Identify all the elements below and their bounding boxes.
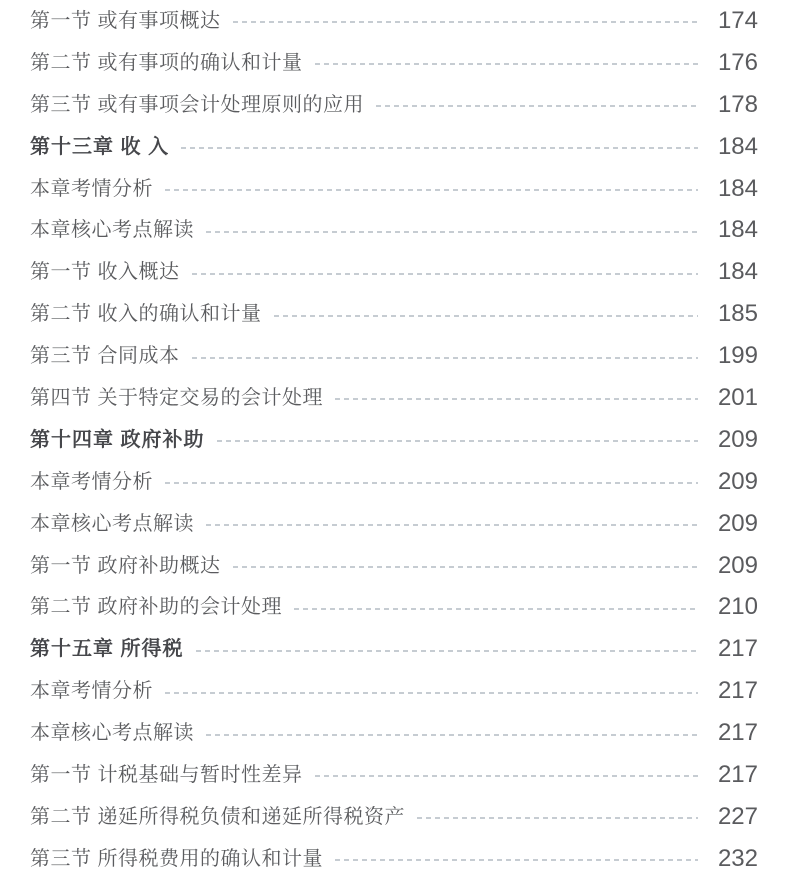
dotted-leader bbox=[206, 734, 698, 736]
toc-entry-label: 本章核心考点解读 bbox=[30, 722, 194, 745]
toc-entry-label: 第十五章 所得税 bbox=[30, 638, 184, 661]
toc-entry-page-number: 199 bbox=[717, 342, 758, 370]
toc-entry-page-number: 209 bbox=[717, 509, 758, 537]
toc-entry bbox=[30, 0, 758, 42]
dotted-leader bbox=[335, 398, 698, 400]
toc-entry-page-number: 184 bbox=[717, 258, 758, 286]
toc-entry-label: 第二节 政府补助的会计处理 bbox=[30, 596, 283, 619]
toc-entry-page-number: 184 bbox=[717, 174, 758, 202]
toc-entry-label: 本章核心考点解读 bbox=[30, 512, 194, 535]
toc-entry-chapter bbox=[30, 126, 758, 168]
dotted-leader bbox=[376, 105, 698, 107]
toc-entry bbox=[30, 168, 758, 210]
toc-entry-label: 第十四章 政府补助 bbox=[30, 428, 205, 451]
toc-entry-page-number: 209 bbox=[717, 425, 758, 453]
toc-entry-label: 本章核心考点解读 bbox=[30, 219, 194, 242]
toc-entry-chapter bbox=[30, 628, 758, 670]
toc-entry-label: 本章考情分析 bbox=[30, 177, 153, 200]
dotted-leader bbox=[181, 147, 698, 149]
toc-entry-label: 第二节 递延所得税负债和递延所得税资产 bbox=[30, 805, 406, 828]
dotted-leader bbox=[315, 775, 698, 777]
dotted-leader bbox=[206, 524, 698, 526]
toc-entry bbox=[30, 377, 758, 419]
dotted-leader bbox=[192, 273, 698, 275]
toc-entry-page-number: 217 bbox=[717, 635, 758, 663]
toc-entry-page-number: 217 bbox=[717, 677, 758, 705]
toc-entry bbox=[30, 503, 758, 545]
toc-entry bbox=[30, 838, 758, 880]
toc-entry bbox=[30, 796, 758, 838]
dotted-leader bbox=[165, 692, 698, 694]
toc-entry-label: 第三节 所得税费用的确认和计量 bbox=[30, 847, 324, 870]
toc-entry-page-number: 185 bbox=[717, 300, 758, 328]
toc-entry bbox=[30, 84, 758, 126]
toc-entry-label: 第三节 或有事项会计处理原则的应用 bbox=[30, 93, 365, 116]
toc-entry-label: 第一节 政府补助概达 bbox=[30, 554, 221, 577]
toc-entry-label: 第一节 或有事项概达 bbox=[30, 9, 221, 32]
toc-entry-label: 第二节 收入的确认和计量 bbox=[30, 303, 262, 326]
dotted-leader bbox=[335, 859, 698, 861]
toc-entry bbox=[30, 293, 758, 335]
toc-entry bbox=[30, 670, 758, 712]
toc-entry bbox=[30, 545, 758, 587]
toc-entry-page-number: 232 bbox=[717, 844, 758, 872]
toc-entry-page-number: 227 bbox=[717, 802, 758, 830]
toc-entry-label: 本章考情分析 bbox=[30, 470, 153, 493]
toc-entry-page-number: 178 bbox=[717, 90, 758, 118]
toc-entry-page-number: 176 bbox=[717, 48, 758, 76]
dotted-leader bbox=[206, 231, 698, 233]
toc-entry-label: 第一节 计税基础与暂时性差异 bbox=[30, 763, 303, 786]
toc-entry-page-number: 201 bbox=[717, 383, 758, 411]
toc-entry-label: 第三节 合同成本 bbox=[30, 345, 180, 368]
dotted-leader bbox=[165, 482, 698, 484]
toc-entry-page-number: 184 bbox=[717, 132, 758, 160]
toc-entry-page-number: 217 bbox=[717, 760, 758, 788]
toc-entry-chapter bbox=[30, 419, 758, 461]
dotted-leader bbox=[233, 566, 698, 568]
dotted-leader bbox=[417, 817, 698, 819]
dotted-leader bbox=[196, 650, 698, 652]
dotted-leader bbox=[192, 357, 698, 359]
dotted-leader bbox=[165, 189, 698, 191]
toc-entry-label: 第一节 收入概达 bbox=[30, 261, 180, 284]
toc-entry bbox=[30, 42, 758, 84]
toc-entry-label: 第二节 或有事项的确认和计量 bbox=[30, 51, 303, 74]
toc-entry bbox=[30, 712, 758, 754]
toc-entry-page-number: 209 bbox=[717, 467, 758, 495]
toc-entry-page-number: 174 bbox=[717, 6, 758, 34]
toc-entry-label: 本章考情分析 bbox=[30, 680, 153, 703]
toc-entry bbox=[30, 335, 758, 377]
dotted-leader bbox=[294, 608, 698, 610]
dotted-leader bbox=[233, 21, 698, 23]
toc-entry bbox=[30, 754, 758, 796]
dotted-leader bbox=[315, 63, 698, 65]
toc-entry bbox=[30, 251, 758, 293]
toc-entry bbox=[30, 461, 758, 503]
toc-entry-page-number: 184 bbox=[717, 216, 758, 244]
toc-entry-page-number: 210 bbox=[717, 593, 758, 621]
toc-entry bbox=[30, 586, 758, 628]
toc-entry bbox=[30, 209, 758, 251]
toc-entry-label: 第四节 关于特定交易的会计处理 bbox=[30, 386, 324, 409]
dotted-leader bbox=[217, 440, 698, 442]
toc-entry-page-number: 209 bbox=[717, 551, 758, 579]
dotted-leader bbox=[274, 315, 698, 317]
toc-entry-page-number: 217 bbox=[717, 719, 758, 747]
toc-entry-label: 第十三章 收 入 bbox=[30, 135, 170, 158]
